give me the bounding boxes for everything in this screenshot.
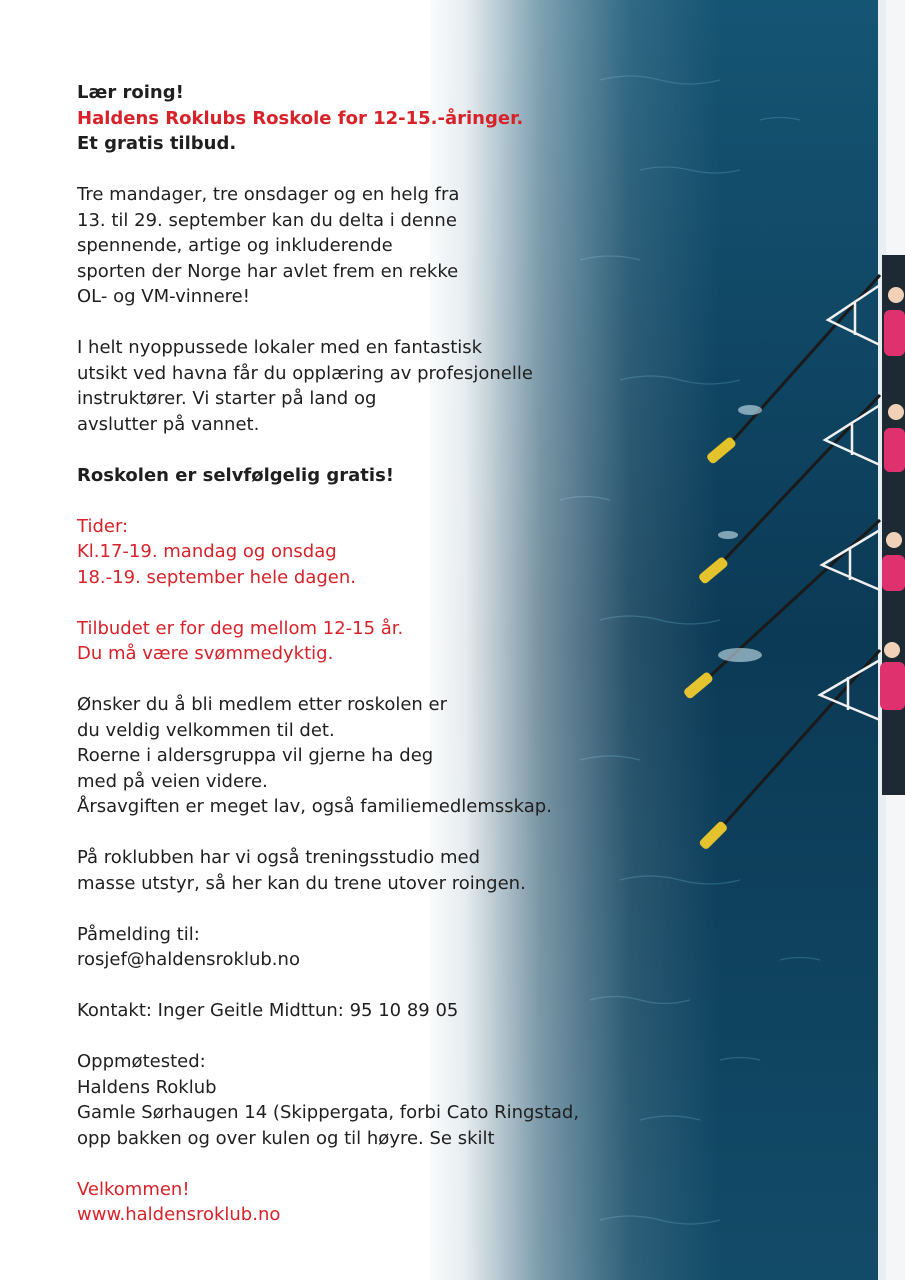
welcome-text: Velkommen! <box>77 1178 190 1200</box>
text-line: Ønsker du å bli medlem etter roskolen er <box>77 694 448 715</box>
contact-section <box>77 998 637 1024</box>
text-line: Årsavgiften er meget lav, også familiemedlemsskap. <box>77 796 552 817</box>
eligibility-section <box>77 616 637 667</box>
signup-email: rosjef@haldensroklub.no <box>77 949 300 970</box>
gym-paragraph <box>77 845 637 896</box>
meeting-address: Gamle Sørhaugen 14 (Skippergata, forbi Cato Ringstad, <box>77 1102 580 1123</box>
text-line: Roerne i aldersgruppa vil gjerne ha deg <box>77 745 434 766</box>
times-section <box>77 514 637 591</box>
text-line: du veldig velkommen til det. <box>77 719 335 741</box>
times-label: Tider: <box>77 515 129 537</box>
text-line: OL- og VM-vinnere! <box>77 286 250 307</box>
free-note <box>77 463 637 489</box>
closing-section <box>77 1177 637 1228</box>
signup-section <box>77 922 637 973</box>
text-line: instruktører. Vi starter på land og <box>77 388 377 409</box>
flyer-text <box>77 80 637 1253</box>
text-line: masse utstyr, så her kan du trene utover roingen. <box>77 872 526 894</box>
text-line: avslutter på vannet. <box>77 413 260 435</box>
text-line: På roklubben har vi også treningsstudio med <box>77 847 481 868</box>
free-note-text: Roskolen er selvfølgelig gratis! <box>77 464 394 486</box>
membership-paragraph <box>77 692 637 820</box>
meeting-place-section <box>77 1049 637 1151</box>
text-line: Tre mandager, tre onsdager og en helg fra <box>77 184 460 205</box>
text-line: Du må være svømmedyktig. <box>77 643 334 664</box>
signup-label: Påmelding til: <box>77 923 200 945</box>
text-line: 13. til 29. september kan du delta i denne <box>77 209 457 231</box>
intro-paragraph <box>77 182 637 310</box>
text-line: Tilbudet er for deg mellom 12-15 år. <box>77 617 404 639</box>
meeting-label: Oppmøtested: <box>77 1051 206 1072</box>
contact-line: Kontakt: Inger Geitle Midttun: 95 10 89 05 <box>77 1000 459 1021</box>
boat <box>878 0 905 1280</box>
heading <box>77 80 637 157</box>
text-line: I helt nyoppussede lokaler med en fantastisk <box>77 337 483 358</box>
text-line: spennende, artige og inkluderende <box>77 235 393 256</box>
times-line: 18.-19. september hele dagen. <box>77 566 356 588</box>
subtitle: Haldens Roklubs Roskole for 12-15.-åringer. <box>77 107 524 129</box>
meeting-name: Haldens Roklub <box>77 1076 217 1098</box>
facilities-paragraph <box>77 335 637 437</box>
title: Lær roing! <box>77 82 184 103</box>
text-line: utsikt ved havna får du opplæring av profesjonelle <box>77 362 533 384</box>
text-line: sporten der Norge har avlet frem en rekke <box>77 260 459 282</box>
website-text: www.haldensroklub.no <box>77 1204 281 1225</box>
text-line: med på veien videre. <box>77 770 268 792</box>
tagline: Et gratis tilbud. <box>77 133 237 154</box>
times-line: Kl.17-19. mandag og onsdag <box>77 541 337 562</box>
meeting-directions: opp bakken og over kulen og til høyre. Se skilt <box>77 1127 495 1149</box>
